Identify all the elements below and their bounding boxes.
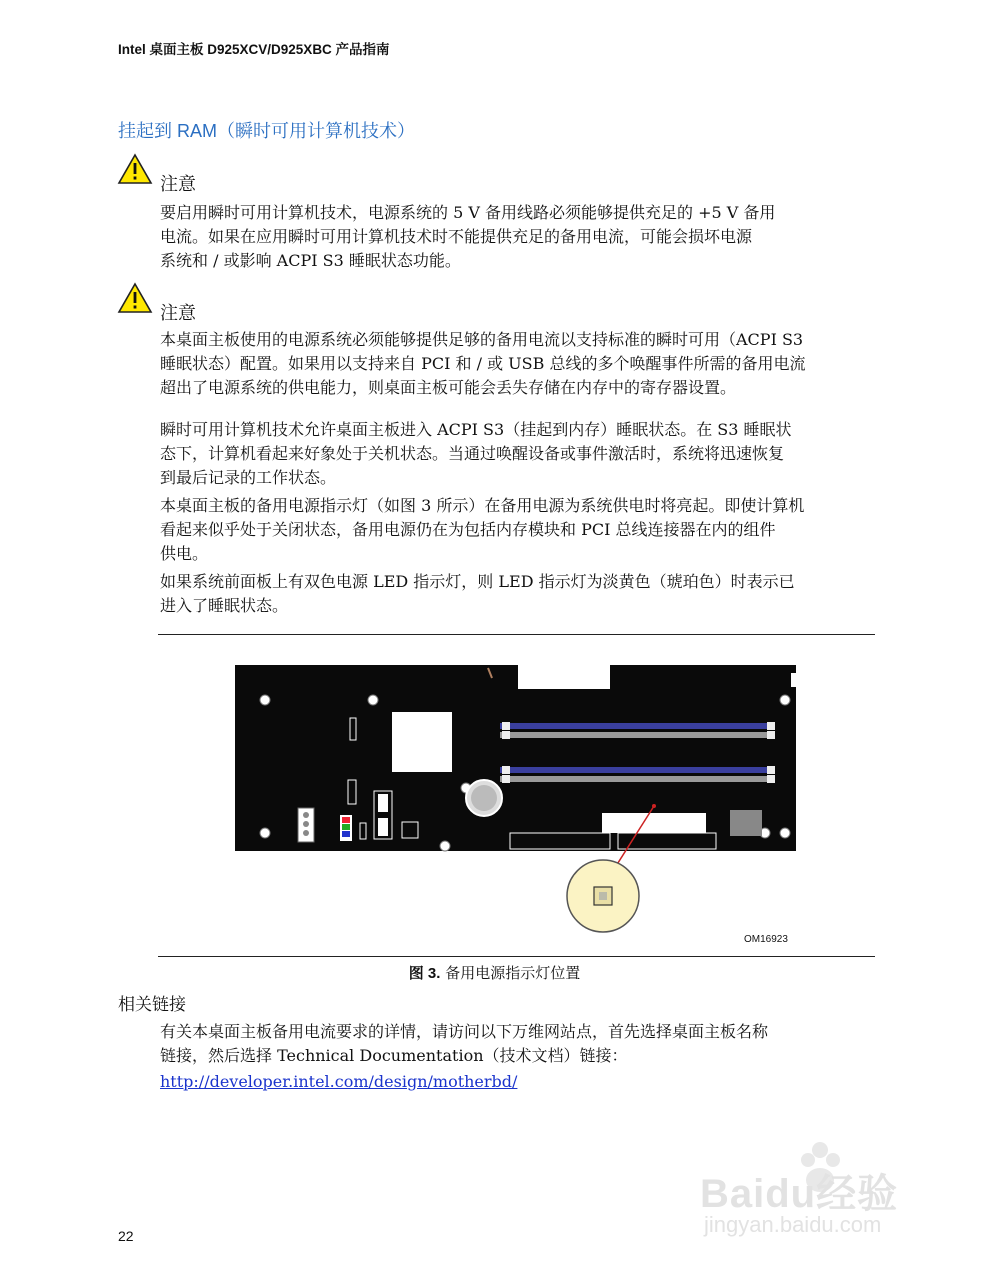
body-paragraph — [160, 418, 875, 490]
baidu-watermark — [700, 1130, 940, 1240]
related-paragraph — [160, 1020, 875, 1068]
text-line: 看起来似乎处于关闭状态，备用电源仍在为包括内存模块和 PCI 总线连接器在内的组件 — [160, 520, 776, 539]
page-number: 22 — [118, 1228, 134, 1244]
text-line: 到最后记录的工作状态。 — [160, 468, 337, 487]
developer-link[interactable]: http://developer.intel.com/design/motherbd/ — [160, 1072, 518, 1091]
text-line: 有关本桌面主板备用电流要求的详情，请访问以下万维网站点，首先选择桌面主板名称 — [160, 1022, 769, 1041]
text-line: 链接，然后选择 Technical Documentation（技术文档）链接： — [160, 1046, 628, 1065]
text-line: 供电。 — [160, 544, 209, 563]
related-heading: 相关链接 — [118, 995, 186, 1015]
watermark-brand: Baidu经验 — [700, 1172, 899, 1216]
text-line: 睡眠状态）配置。如果用以支持来自 PCI 和 / 或 USB 总线的多个唤醒事件所需的备用电流 — [160, 354, 806, 373]
figure-top-rule — [158, 634, 875, 635]
caution-label: 注意 — [160, 303, 196, 324]
warning-triangle-icon — [117, 153, 153, 185]
figure-bottom-rule — [158, 956, 875, 957]
text-line: 电流。如果在应用瞬时可用计算机技术时不能提供充足的备用电流，可能会损坏电源 — [160, 227, 753, 246]
body-paragraph — [160, 494, 875, 566]
caution-label: 注意 — [160, 174, 196, 195]
caution-text — [160, 328, 875, 400]
motherboard-diagram — [230, 660, 800, 940]
body-paragraph — [160, 570, 875, 618]
caution-text — [160, 201, 875, 273]
watermark-site: jingyan.baidu.com — [704, 1212, 882, 1237]
figure-caption-text: 备用电源指示灯位置 — [445, 964, 581, 982]
section-title: 挂起到 RAM（瞬时可用计算机技术） — [118, 121, 415, 141]
figure-code: OM16923 — [744, 934, 788, 945]
text-line: 要启用瞬时可用计算机技术，电源系统的 5 V 备用线路必须能够提供充足的 +5 V 备用 — [160, 203, 776, 222]
page-header: Intel 桌面主板 D925XCV/D925XBC 产品指南 — [118, 42, 390, 57]
text-line: 系统和 / 或影响 ACPI S3 睡眠状态功能。 — [160, 251, 461, 270]
figure-caption — [0, 962, 989, 983]
text-line: 态下，计算机看起来好象处于关机状态。当通过唤醒设备或事件激活时，系统将迅速恢复 — [160, 444, 785, 463]
text-line: 本桌面主板的备用电源指示灯（如图 3 所示）在备用电源为系统供电时将亮起。即使计算机 — [160, 496, 805, 515]
text-line: 如果系统前面板上有双色电源 LED 指示灯，则 LED 指示灯为淡黄色（琥珀色）时表示已 — [160, 572, 795, 591]
warning-triangle-icon — [117, 282, 153, 314]
text-line: 超出了电源系统的供电能力，则桌面主板可能会丢失存储在内存中的寄存器设置。 — [160, 378, 737, 397]
figure-caption-number: 图 3. — [408, 965, 441, 982]
text-line: 进入了睡眠状态。 — [160, 596, 289, 615]
text-line: 本桌面主板使用的电源系统必须能够提供足够的备用电流以支持标准的瞬时可用（ACPI S3 — [160, 330, 804, 349]
text-line: 瞬时可用计算机技术允许桌面主板进入 ACPI S3（挂起到内存）睡眠状态。在 S3 睡眠状 — [160, 420, 792, 439]
